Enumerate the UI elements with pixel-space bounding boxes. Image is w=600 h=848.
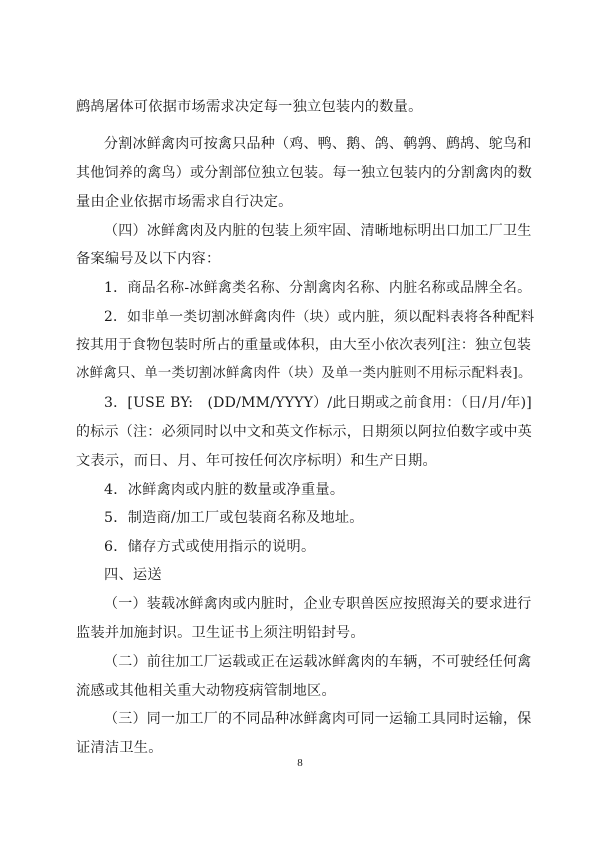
text-line: 冰鲜禽只、单一类切割冰鲜禽肉件（块）及单一类内脏则不用标示配料表]。 [76, 366, 532, 381]
text-line: 其他饲养的禽鸟）或分割部位独立包装。每一独立包装内的分割禽肉的数 [76, 165, 532, 181]
text-line: 按其用于食物包装时所占的重量或体积，由大至小依次表列[注：独立包装 [76, 337, 532, 353]
text-line: 量由企业依据市场需求自行决定。 [76, 194, 293, 210]
page-number: 8 [297, 757, 303, 769]
text-line: （一）装载冰鲜禽肉或内脏时，企业专职兽医应按照海关的要求进行 [104, 596, 532, 612]
text-line: 3．[USE BY: (DD/MM/YYYY）/此日期或之前食用：（日/月/年)] [104, 395, 533, 411]
text-line: 四、运送 [104, 567, 162, 583]
text-line: 5．制造商/加工厂或包装商名称及地址。 [104, 510, 364, 526]
text-line: 4．冰鲜禽肉或内脏的数量或净重量。 [104, 482, 345, 498]
text-line: （二）前往加工厂运载或正在运载冰鲜禽肉的车辆，不可驶经任何禽 [104, 654, 532, 670]
text-line: 2．如非单一类切割冰鲜禽肉件（块）或内脏，须以配料表将各种配料 [104, 309, 535, 325]
text-line: 鹧鸪屠体可依据市场需求决定每一独立包装内的数量。 [76, 99, 423, 115]
text-line: 的标示（注：必须同时以中文和英文作标示，日期须以阿拉伯数字或中英 [76, 424, 532, 440]
text-line: 证清洁卫生。 [76, 740, 163, 756]
text-line: （三）同一加工厂的不同品种冰鲜禽肉可同一运输工具同时运输，保 [104, 711, 532, 727]
text-line: 1．商品名称-冰鲜禽类名称、分割禽肉名称、内脏名称或品牌全名。 [104, 280, 532, 296]
text-line: 备案编号及以下内容： [76, 251, 221, 267]
text-line: 分割冰鲜禽肉可按禽只品种（鸡、鸭、鹅、鸽、鹌鹑、鹧鸪、鸵鸟和 [104, 136, 532, 152]
text-line: 文表示，而日、月、年可按任何次序标明）和生产日期。 [76, 453, 437, 469]
text-line: 流感或其他相关重大动物疫病管制地区。 [76, 683, 336, 699]
text-line: （四）冰鲜禽肉及内脏的包装上须牢固、清晰地标明出口加工厂卫生 [104, 223, 532, 239]
text-line: 监装并加施封识。卫生证书上须注明铅封号。 [76, 625, 365, 641]
text-line: 6．储存方式或使用指示的说明。 [104, 539, 316, 555]
